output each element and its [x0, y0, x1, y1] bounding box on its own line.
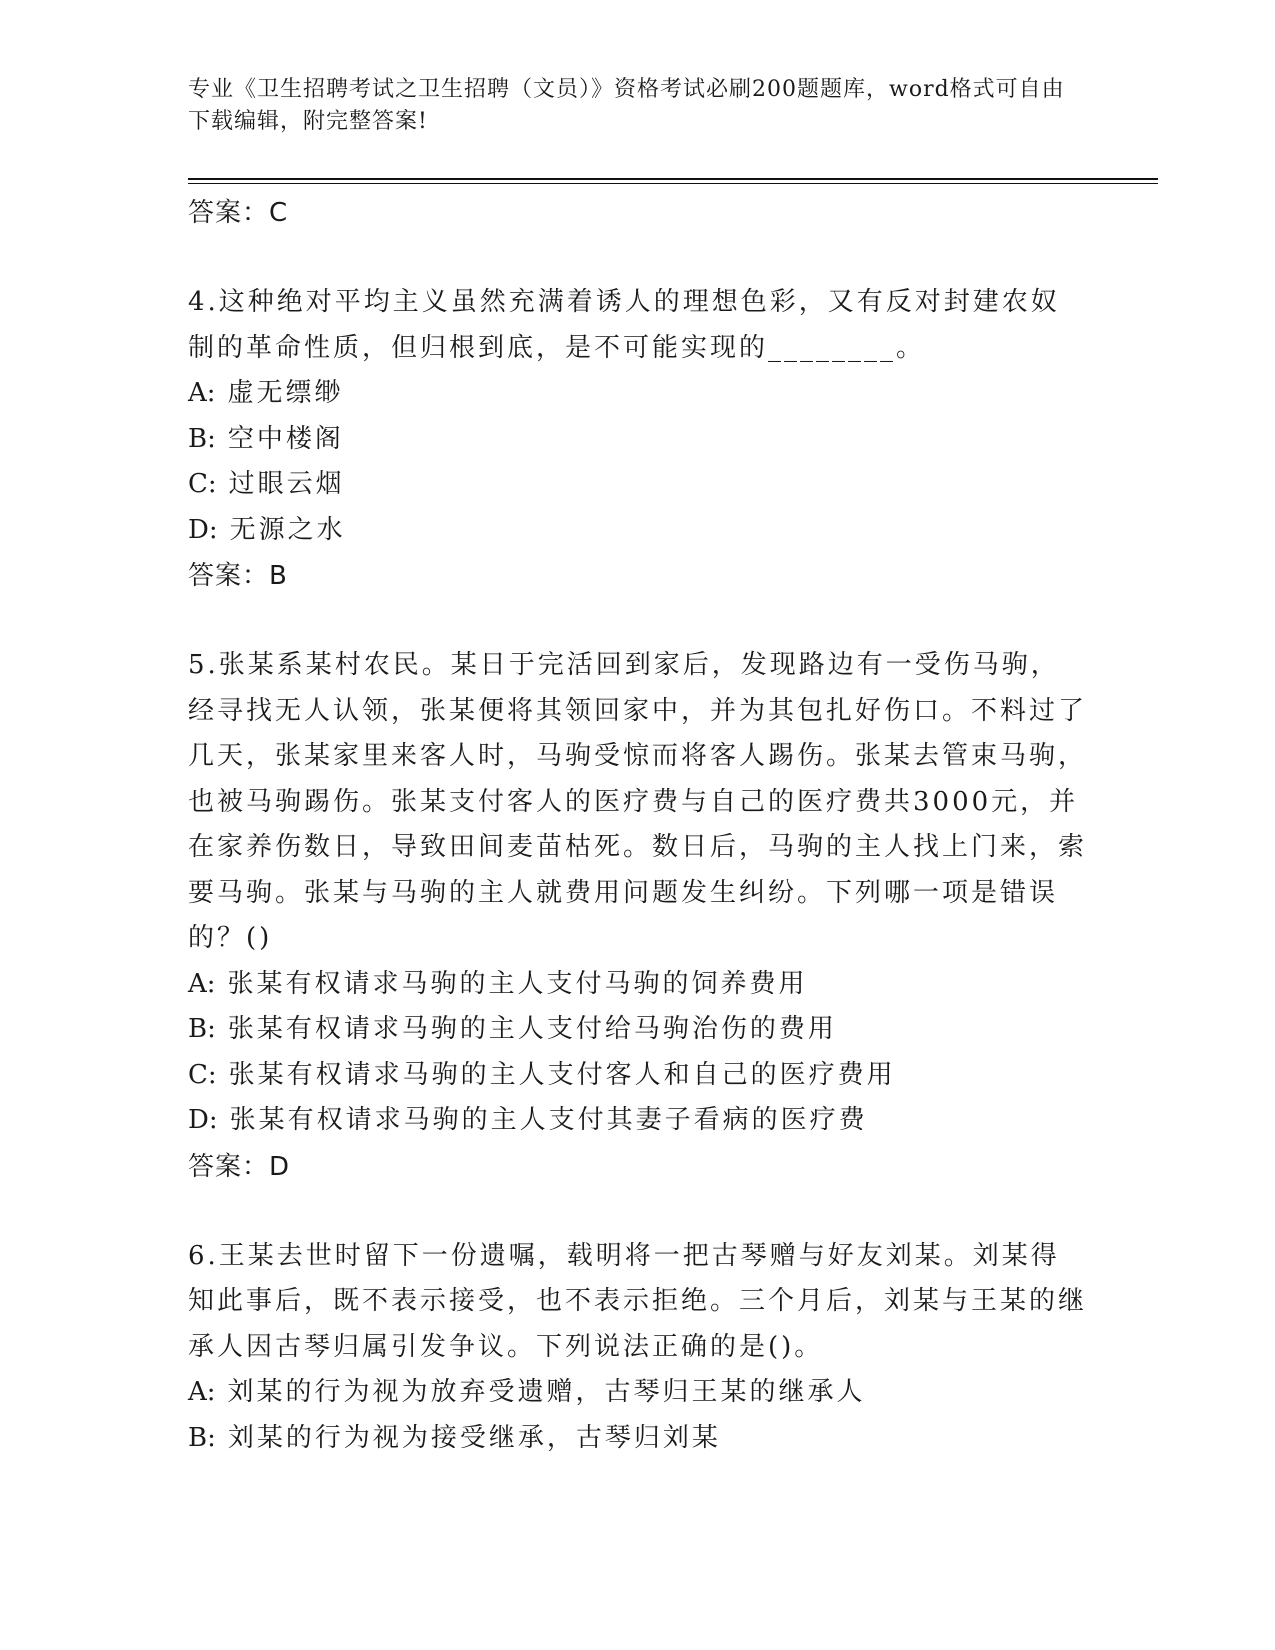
question-5	[188, 643, 1088, 1190]
option-a	[188, 371, 1088, 417]
question-stem: 6.王某去世时留下一份遗嘱，载明将一把古琴赠与好友刘某。刘某得知此事后，既不表示接受，也不表示拒绝。三个月后，刘某与王某的继承人因古琴归属引发争议。下列说法正确的是()。	[188, 1240, 1088, 1362]
answer-label: 答案：D	[188, 1151, 291, 1182]
header-rule-thick	[188, 178, 1158, 180]
option-d	[188, 1098, 1088, 1144]
option-text: 张某有权请求马驹的主人支付马驹的饲养费用	[227, 968, 808, 999]
option-text: 张某有权请求马驹的主人支付给马驹治伤的费用	[227, 1014, 837, 1044]
option-key: C:	[188, 1059, 217, 1090]
option-key: D:	[188, 1105, 218, 1135]
option-key: B:	[188, 1014, 216, 1044]
answer-label: 答案：B	[188, 561, 288, 591]
header-rule-thin	[188, 183, 1158, 184]
option-key: B:	[188, 423, 216, 454]
question-4	[188, 280, 1088, 599]
option-a	[188, 1370, 1088, 1416]
option-text: 张某有权请求马驹的主人支付客人和自己的医疗费用	[228, 1059, 896, 1090]
option-key: A:	[188, 1377, 216, 1407]
option-c	[188, 462, 1088, 508]
document-header: 专业《卫生招聘考试之卫生招聘（文员）》资格考试必刷200题题库，word格式可自由下载编辑，附完整答案!	[188, 77, 1065, 134]
option-key: D:	[188, 514, 218, 545]
option-key: A:	[188, 378, 216, 408]
option-a	[188, 962, 1088, 1008]
question-6	[188, 1234, 1088, 1462]
answer-label: 答案：C	[188, 198, 289, 228]
option-text: 无源之水	[229, 514, 346, 545]
option-text: 过眼云烟	[228, 469, 345, 499]
option-text: 刘某的行为视为放弃受遗赠，古琴归王某的继承人	[227, 1377, 866, 1407]
option-key: A:	[188, 968, 216, 999]
question-list	[188, 190, 1088, 1461]
option-b	[188, 417, 1088, 463]
question-stem: 4.这种绝对平均主义虽然充满着诱人的理想色彩，又有反对封建农奴制的革命性质，但归根到底，是不可能实现的________。	[188, 287, 1060, 363]
option-key: B:	[188, 1422, 216, 1453]
option-text: 刘某的行为视为接受继承，古琴归刘某	[227, 1422, 721, 1453]
question-stem: 5.张某系某村农民。某日于完活回到家后，发现路边有一受伤马驹，经寻找无人认领，张某便将其领回家中，并为其包扎好伤口。不料过了几天，张某家里来客人时，马驹受惊而将客人踢伤。张某去管束马驹，也被马驹踢伤。张某支付客人的医疗费与自己的医疗费共3000元，并在家养伤数日，导致田间麦苗枯死。数日后，马驹的主人找上门来，索要马驹。张某与马驹的主人就费用问题发生纠纷。下列哪一项是错误的？()	[188, 650, 1088, 953]
option-c	[188, 1053, 1088, 1099]
option-text: 空中楼阁	[227, 423, 344, 454]
option-text: 张某有权请求马驹的主人支付其妻子看病的医疗费	[229, 1105, 868, 1135]
option-text: 虚无缥缈	[227, 378, 344, 408]
option-b	[188, 1007, 1088, 1053]
option-d	[188, 508, 1088, 554]
option-key: C:	[188, 469, 217, 499]
option-b	[188, 1416, 1088, 1462]
